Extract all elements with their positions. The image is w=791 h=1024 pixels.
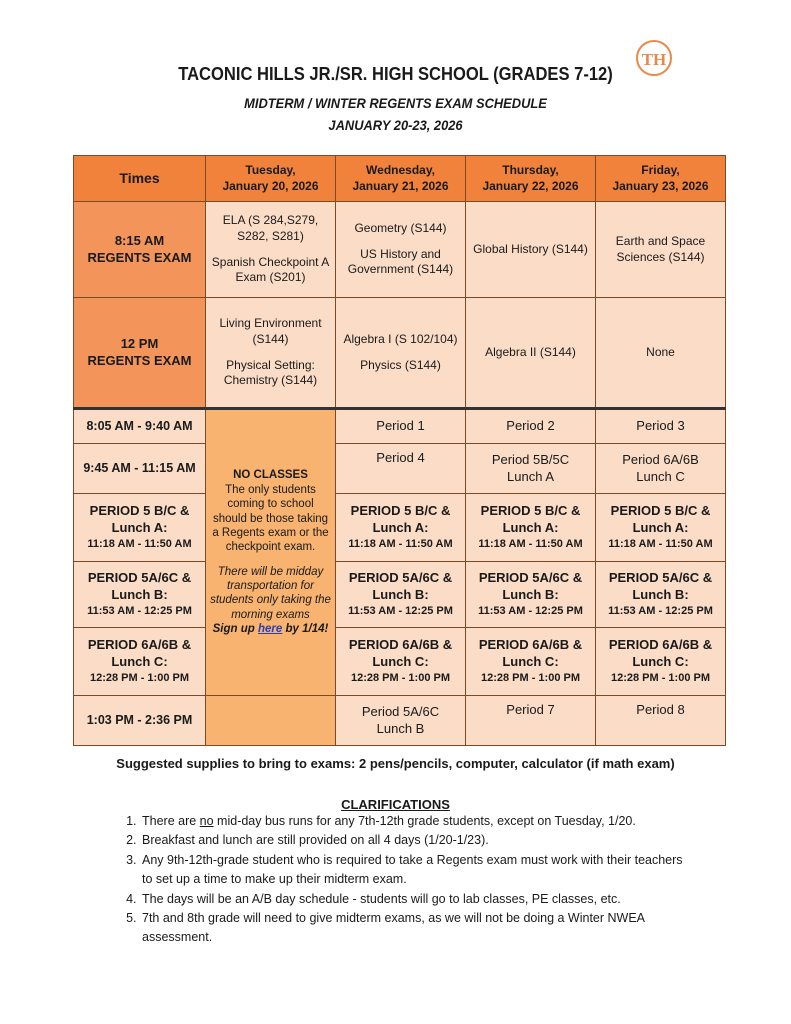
regents-12-tue: Living Environment (S144) Physical Setting: Chemistry (S144) xyxy=(206,298,336,409)
lunch-row-c xyxy=(74,628,726,696)
time-label-945: 9:45 AM - 11:15 AM xyxy=(74,444,206,494)
regents-12-row xyxy=(74,298,726,409)
list-item: 4. The days will be an A/B day schedule - students will go to lab classes, PE classes, etc. xyxy=(140,890,685,909)
page-subtitle: MIDTERM / WINTER REGENTS EXAM SCHEDULE xyxy=(244,95,547,111)
wed-period-4: Period 4 xyxy=(336,444,466,494)
fri-period-6a6b: Period 6A/6B Lunch C xyxy=(596,444,726,494)
tue-afternoon xyxy=(206,696,336,746)
transport-note: There will be midday transportation for students only taking the morning exams xyxy=(210,565,331,621)
fri-lunch-c: PERIOD 6A/6B & Lunch C: 12:28 PM - 1:00 PM xyxy=(596,628,726,696)
no-classes-text: The only students coming to school should be those taking a Regents exam or the checkpoint exam. xyxy=(212,483,329,554)
wed-lunch-c: PERIOD 6A/6B & Lunch C: 12:28 PM - 1:00 PM xyxy=(336,628,466,696)
day-header-wed: Wednesday, January 21, 2026 xyxy=(336,156,466,202)
thu-period-5b5c: Period 5B/5C Lunch A xyxy=(466,444,596,494)
school-logo: TH xyxy=(636,40,672,76)
regents-12-fri: None xyxy=(596,298,726,409)
clarifications-heading: CLARIFICATIONS xyxy=(341,797,450,812)
thu-lunch-c: PERIOD 6A/6B & Lunch C: 12:28 PM - 1:00 PM xyxy=(466,628,596,696)
regents-815-thu: Global History (S144) xyxy=(466,202,596,298)
row-103 xyxy=(74,696,726,746)
clarifications-list xyxy=(115,812,685,948)
regents-815-fri: Earth and Space Sciences (S144) xyxy=(596,202,726,298)
regents-12-wed: Algebra I (S 102/104) Physics (S144) xyxy=(336,298,466,409)
time-label-805: 8:05 AM - 9:40 AM xyxy=(74,409,206,444)
lunch-c-label: PERIOD 6A/6B & Lunch C: 12:28 PM - 1:00 PM xyxy=(74,628,206,696)
day-header-thu: Thursday, January 22, 2026 xyxy=(466,156,596,202)
fri-period-3: Period 3 xyxy=(596,409,726,444)
row-805 xyxy=(74,409,726,444)
thu-period-7: Period 7 xyxy=(466,696,596,746)
wed-lunch-a: PERIOD 5 B/C & Lunch A: 11:18 AM - 11:50 AM xyxy=(336,494,466,562)
list-item: 3. Any 9th-12th-grade student who is required to take a Regents exam must work with their teachers to set up a time to make up their midterm exam. xyxy=(140,851,685,890)
regents-12-thu: Algebra II (S144) xyxy=(466,298,596,409)
wed-period-5a6c: Period 5A/6C Lunch B xyxy=(336,696,466,746)
regents-12-label: 12 PM REGENTS EXAM xyxy=(74,298,206,409)
regents-815-label: 8:15 AM REGENTS EXAM xyxy=(74,202,206,298)
day-header-tue: Tuesday, January 20, 2026 xyxy=(206,156,336,202)
regents-815-row xyxy=(74,202,726,298)
list-item: 2. Breakfast and lunch are still provided on all 4 days (1/20-1/23). xyxy=(140,831,685,850)
signup-pre: Sign up xyxy=(212,623,255,636)
signup-post: by 1/14! xyxy=(285,623,329,636)
regents-815-wed: Geometry (S144) US History and Government (S144) xyxy=(336,202,466,298)
list-item: 5. 7th and 8th grade will need to give midterm exams, as we will not be doing a Winter NWEA assessment. xyxy=(140,909,685,948)
row-945 xyxy=(74,444,726,494)
lunch-b-label: PERIOD 5A/6C & Lunch B: 11:53 AM - 12:25 PM xyxy=(74,562,206,628)
no-classes-heading: NO CLASSES xyxy=(233,469,308,482)
regents-815-tue: ELA (S 284,S279, S282, S281) Spanish Checkpoint A Exam (S201) xyxy=(206,202,336,298)
no-classes-cell xyxy=(206,409,336,696)
thu-period-2: Period 2 xyxy=(466,409,596,444)
fri-period-8: Period 8 xyxy=(596,696,726,746)
lunch-a-label: PERIOD 5 B/C & Lunch A: 11:18 AM - 11:50 AM xyxy=(74,494,206,562)
wed-period-1: Period 1 xyxy=(336,409,466,444)
signup-link[interactable]: here xyxy=(258,623,283,636)
lunch-row-a xyxy=(74,494,726,562)
lunch-row-b xyxy=(74,562,726,628)
wed-lunch-b: PERIOD 5A/6C & Lunch B: 11:53 AM - 12:25 PM xyxy=(336,562,466,628)
thu-lunch-a: PERIOD 5 B/C & Lunch A: 11:18 AM - 11:50 AM xyxy=(466,494,596,562)
exam-schedule-table xyxy=(73,155,726,746)
fri-lunch-b: PERIOD 5A/6C & Lunch B: 11:53 AM - 12:25 PM xyxy=(596,562,726,628)
times-header: Times xyxy=(74,156,206,202)
fri-lunch-a: PERIOD 5 B/C & Lunch A: 11:18 AM - 11:50 AM xyxy=(596,494,726,562)
day-header-fri: Friday, January 23, 2026 xyxy=(596,156,726,202)
list-item: 1. There are no mid-day bus runs for any 7th-12th grade students, except on Tuesday, 1/20. xyxy=(140,812,685,831)
thu-lunch-b: PERIOD 5A/6C & Lunch B: 11:53 AM - 12:25 PM xyxy=(466,562,596,628)
page-title: TACONIC HILLS JR./SR. HIGH SCHOOL (GRADES 7-12) xyxy=(178,64,613,84)
time-label-103: 1:03 PM - 2:36 PM xyxy=(74,696,206,746)
exam-dates: JANUARY 20-23, 2026 xyxy=(328,117,463,133)
supplies-note: Suggested supplies to bring to exams: 2 pens/pencils, computer, calculator (if math exam) xyxy=(116,756,675,771)
header-row xyxy=(74,156,726,202)
